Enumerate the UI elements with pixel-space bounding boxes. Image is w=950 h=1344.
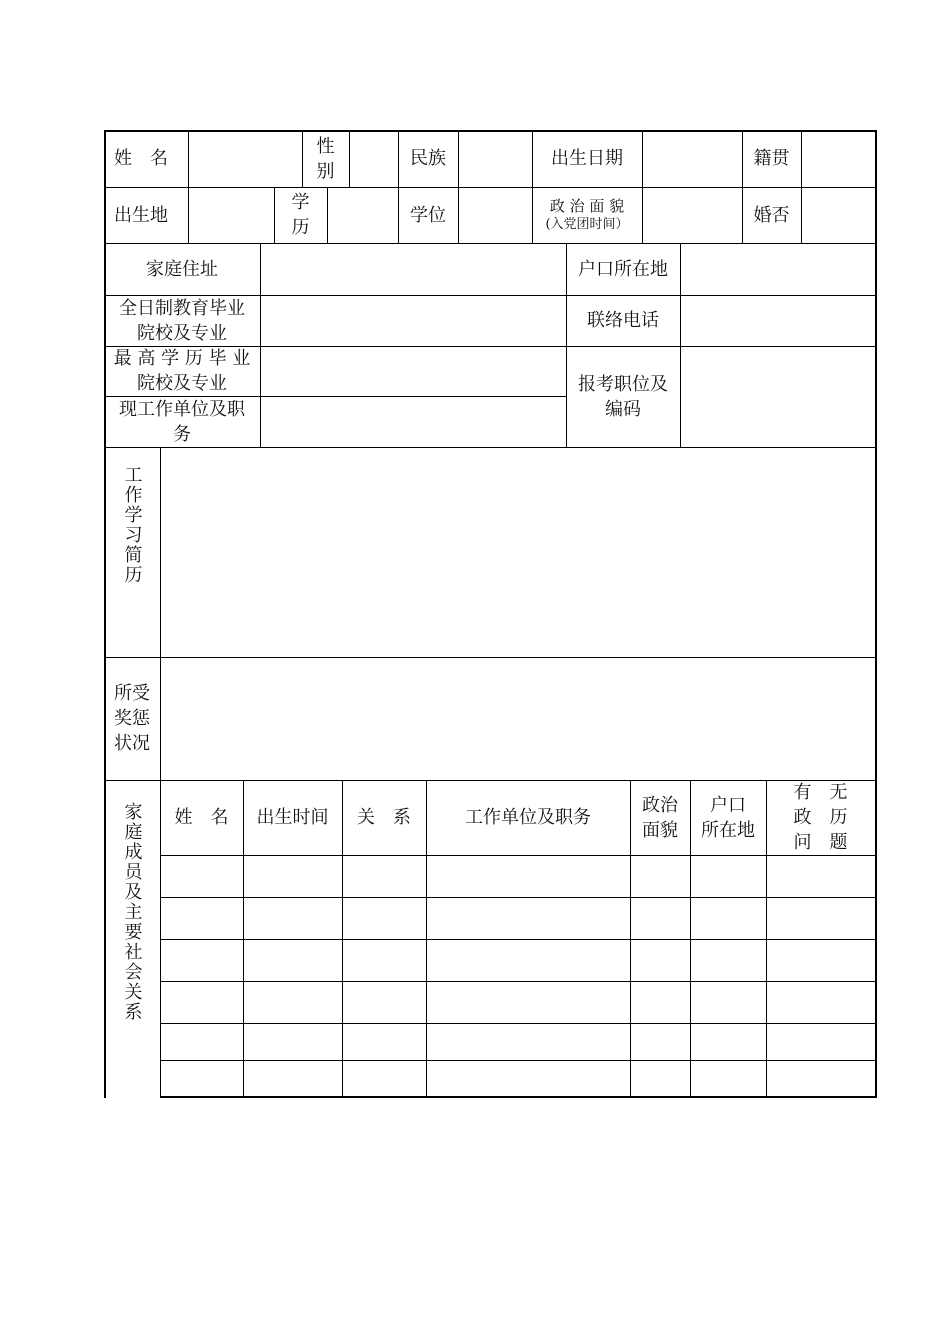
highest-school-label [104,346,260,396]
birth-date-label: 出生日期 [551,148,623,169]
table-border-bottom [160,1096,877,1098]
home-address-label: 家庭住址 [146,258,218,280]
family-header-birth: 出生时间 [256,807,329,828]
awards-label-line3: 状况 [114,733,150,754]
awards-label-line1: 所受 [114,683,150,704]
phone-label: 联络电话 [587,310,659,331]
home-address-field[interactable] [261,243,566,295]
phone-field[interactable] [681,295,875,346]
hukou-field[interactable] [681,243,875,295]
birth-date-field[interactable] [643,130,742,187]
education-label-line1: 学 [291,192,310,213]
family-header-hukou-line1: 户口 [710,794,746,816]
fulltime-school-label-line2: 院校及专业 [137,322,227,344]
family-header-political-line2: 面貌 [642,819,678,841]
family-header-political-line1: 政治 [642,794,678,816]
family-header-political [630,780,690,855]
current-job-label [104,396,260,447]
awards-label [104,657,160,780]
registration-form-table [104,130,877,1098]
family-row-3[interactable] [161,940,875,981]
fulltime-school-label [104,295,260,346]
gender-label-line1: 性 [316,135,335,157]
awards-label-line2: 奖惩 [114,708,150,729]
family-row-4[interactable] [161,982,875,1023]
family-header-issue-line1: 有 无 [793,782,848,803]
marital-label: 婚否 [753,204,790,226]
political-status-field[interactable] [643,187,742,243]
education-field[interactable] [328,187,398,243]
fulltime-school-label-line1: 全日制教育毕业 [119,297,245,319]
hukou-label: 户口所在地 [578,258,668,280]
native-place-field[interactable] [802,130,875,187]
gender-label [302,130,349,187]
resume-label-text: 工作学习简历 [121,465,143,585]
ethnicity-field[interactable] [459,130,532,187]
name-field[interactable] [189,130,302,187]
political-status-label [532,187,642,243]
education-label-line2: 历 [291,217,310,238]
education-label [274,187,327,243]
name-label: 姓 名 [114,148,168,169]
family-header-name: 姓 名 [174,807,229,828]
current-job-field[interactable] [261,396,566,447]
resume-field[interactable] [161,448,875,657]
degree-label: 学位 [410,204,446,226]
family-header-hukou [690,780,766,855]
awards-field[interactable] [161,658,875,780]
family-header-relation: 关 系 [357,807,411,828]
resume-label [104,447,160,657]
family-label-text: 家庭成员及主要社会关系 [121,802,143,1022]
political-status-label-line1: 政 治 面 貌 [549,197,625,215]
family-row-1[interactable] [161,856,875,897]
current-job-label-line2: 务 [173,423,191,445]
degree-field[interactable] [459,187,532,243]
native-place-label: 籍贯 [753,148,790,169]
marital-field[interactable] [802,187,875,243]
family-header-hukou-line2: 所在地 [701,819,755,841]
apply-position-label-line1: 报考职位及 [578,373,668,395]
ethnicity-label: 民族 [410,148,446,169]
fulltime-school-field[interactable] [261,295,566,346]
family-row-5[interactable] [161,1024,875,1060]
gender-field[interactable] [350,130,398,187]
table-border-right [875,130,877,1098]
birthplace-label: 出生地 [114,204,168,226]
apply-position-field[interactable] [681,346,875,447]
highest-school-field[interactable] [261,346,566,396]
family-header-issue-line2: 政 历 [793,807,848,828]
apply-position-label-line2: 编码 [605,398,641,420]
apply-position-label [566,346,680,447]
family-header-issue [766,780,875,855]
family-label [104,780,160,1096]
family-header-work: 工作单位及职务 [465,807,591,828]
family-row-2[interactable] [161,898,875,939]
highest-school-label-line1: 最 高 学 历 毕 业 [113,348,251,369]
family-header-issue-line3: 问 题 [793,832,848,853]
current-job-label-line1: 现工作单位及职 [119,398,245,420]
highest-school-label-line2: 院校及专业 [137,373,227,394]
family-row-6[interactable] [161,1061,875,1096]
birthplace-field[interactable] [189,187,274,243]
political-status-label-line2: (入党团时间） [545,217,629,232]
gender-label-line2: 别 [316,160,335,182]
